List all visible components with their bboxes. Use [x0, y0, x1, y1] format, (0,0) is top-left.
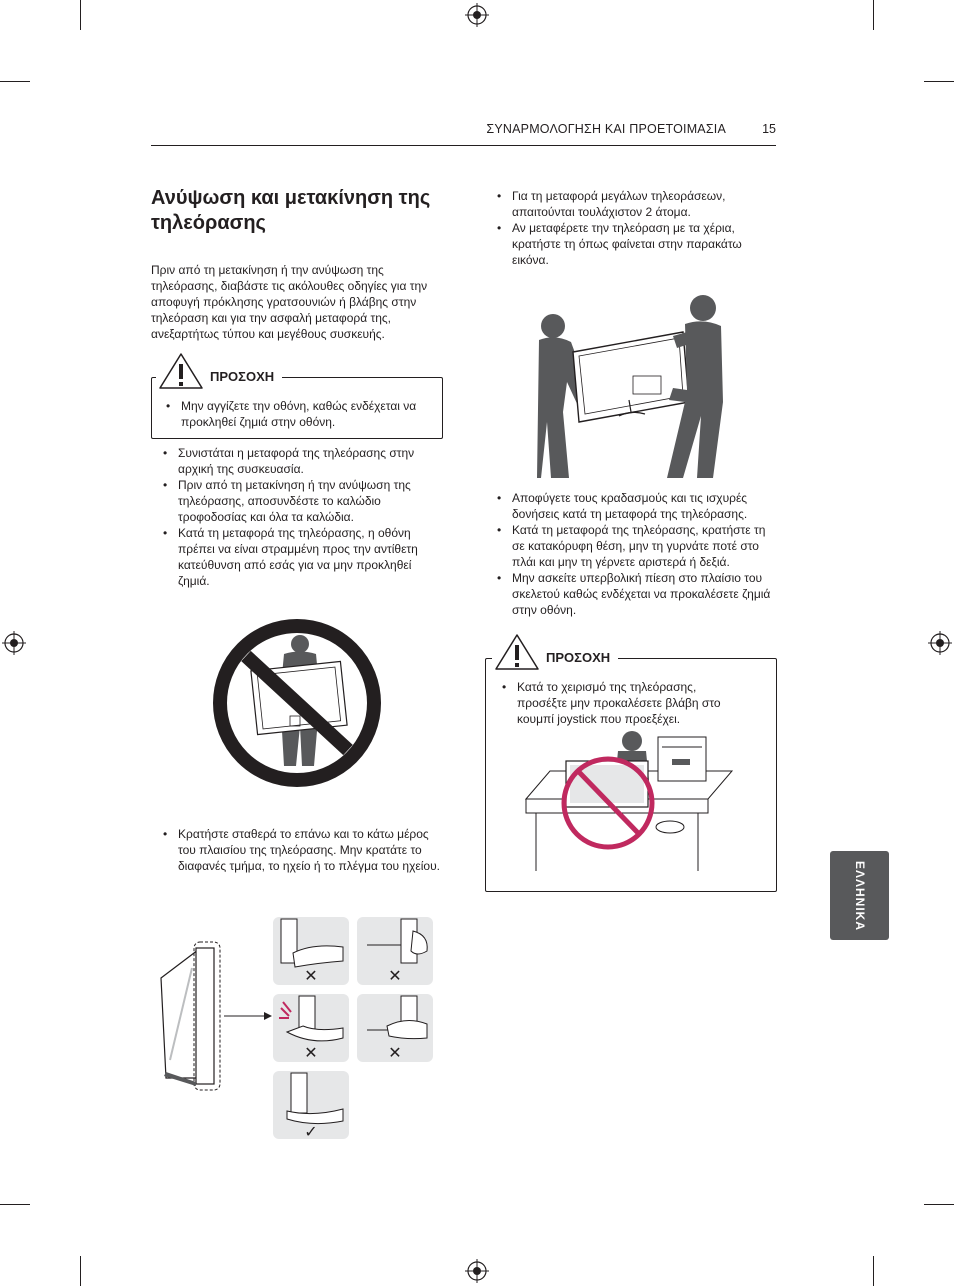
- svg-text:✕: ✕: [304, 1045, 318, 1062]
- crop-mark: [924, 81, 954, 82]
- grip-thumb-wrong: [357, 994, 433, 1062]
- crop-mark: [873, 0, 874, 30]
- header-rule: [151, 145, 776, 146]
- prohibited-carry-illustration: [210, 616, 384, 790]
- left-bullet-list: [151, 445, 443, 589]
- crop-mark: [873, 1256, 874, 1286]
- list-item: • Αποφύγετε τους κραδασμούς και τις ισχυρές δονήσεις κατά τη μεταφορά της τηλεόρασης.: [485, 490, 777, 522]
- caution-item: • Μην αγγίζετε την οθόνη, καθώς ενδέχεται να προκληθεί ζημιά στην οθόνη.: [154, 398, 434, 430]
- list-item: • Αν μεταφέρετε την τηλεόραση με τα χέρια, κρατήστε τη όπως φαίνεται στην παρακάτω εικόνα.: [485, 220, 777, 268]
- language-tab: [830, 851, 889, 940]
- crop-mark: [924, 1204, 954, 1205]
- list-item: • Πριν από τη μετακίνηση ή την ανύψωση της τηλεόρασης, αποσυνδέστε το καλώδιο τροφοδοσίας και όλα τα καλώδια.: [151, 477, 443, 525]
- list-item: • Κατά τη μεταφορά της τηλεόρασης, η οθόνη πρέπει να είναι στραμμένη προς την αντίθετη κατεύθυνση από εσάς για να μην προκληθεί ζημιά.: [151, 525, 443, 589]
- list-item: • Μην ασκείτε υπερβολική πίεση στο πλαίσιο του σκελετού καθώς ενδέχεται να προκαλέσετε ζημιά στην οθόνη.: [485, 570, 777, 618]
- crop-mark: [80, 1256, 81, 1286]
- tv-side-diagram: [158, 938, 280, 1092]
- caution-title: ΠΡΟΣΟΧΗ: [542, 650, 618, 665]
- registration-mark-icon: [465, 3, 489, 27]
- registration-mark-icon: [465, 1259, 489, 1283]
- section-header: ΣΥΝΑΡΜΟΛΟΓΗΣΗ ΚΑΙ ΠΡΟΕΤΟΙΜΑΣΙΑ: [486, 122, 726, 136]
- crop-mark: [80, 0, 81, 30]
- svg-text:✕: ✕: [388, 968, 402, 985]
- caution-list: [490, 679, 746, 727]
- right-bullet-list: [485, 188, 777, 268]
- svg-text:✕: ✕: [388, 1045, 402, 1062]
- list-item: • Κρατήστε σταθερά το επάνω και το κάτω μέρος του πλαισίου της τηλεόρασης. Μην κρατάτε το διαφανές τμήμα, το ηχείο ή το πλέγμα του ηχείου.: [151, 826, 443, 874]
- list-item: • Για τη μεταφορά μεγάλων τηλεοράσεων, απαιτούνται τουλάχιστον 2 άτομα.: [485, 188, 777, 220]
- two-person-carry-illustration: [533, 292, 733, 480]
- svg-text:✕: ✕: [304, 968, 318, 985]
- svg-text:✓: ✓: [304, 1124, 318, 1139]
- caution-title: ΠΡΟΣΟΧΗ: [206, 369, 282, 384]
- warning-triangle-icon: [492, 632, 542, 672]
- caution-list: [154, 398, 434, 430]
- list-item: • Κατά τη μεταφορά της τηλεόρασης, κρατήστε τη σε κατακόρυφη θέση, μην τη γυρνάτε ποτέ στο πλάι και μην τη γέρνετε αριστερά ή δεξιά.: [485, 522, 777, 570]
- registration-mark-icon: [928, 631, 952, 655]
- intro-paragraph: Πριν από τη μετακίνηση ή την ανύψωση της τηλεόρασης, διαβάστε τις ακόλουθες οδηγίες για την αποφυγή πρόκλησης γρατσουνιών ή βλάβης στην τηλεόραση και για την ασφαλή μεταφορά της, ανεξαρτήτως τύπου και μεγέθους συσκευής.: [151, 263, 428, 341]
- left-bullet-list-2: [151, 826, 443, 874]
- warning-triangle-icon: [156, 351, 206, 391]
- crop-mark: [0, 1204, 30, 1205]
- joystick-caution-illustration: [522, 731, 748, 871]
- caution-item: • Κατά το χειρισμό της τηλεόρασης, προσέξτε μην προκαλέσετε βλάβη στο κουμπί joystick που προεξέχει.: [490, 679, 746, 727]
- right-bullet-list-2: [485, 490, 777, 618]
- page-number: 15: [762, 122, 776, 136]
- registration-mark-icon: [2, 631, 26, 655]
- crop-mark: [0, 81, 30, 82]
- grip-thumb-wrong: [273, 994, 349, 1062]
- grip-thumb-correct: [273, 1071, 349, 1139]
- list-item: • Συνιστάται η μεταφορά της τηλεόρασης στην αρχική της συσκευασία.: [151, 445, 443, 477]
- page-title: Ανύψωση και μετακίνηση της τηλεόρασης: [151, 187, 431, 234]
- grip-thumb-wrong: [273, 917, 349, 985]
- caution-box: [485, 658, 777, 892]
- language-tab-label: ΕΛΛΗΝΙΚΑ: [852, 860, 867, 931]
- grip-thumb-wrong: [357, 917, 433, 985]
